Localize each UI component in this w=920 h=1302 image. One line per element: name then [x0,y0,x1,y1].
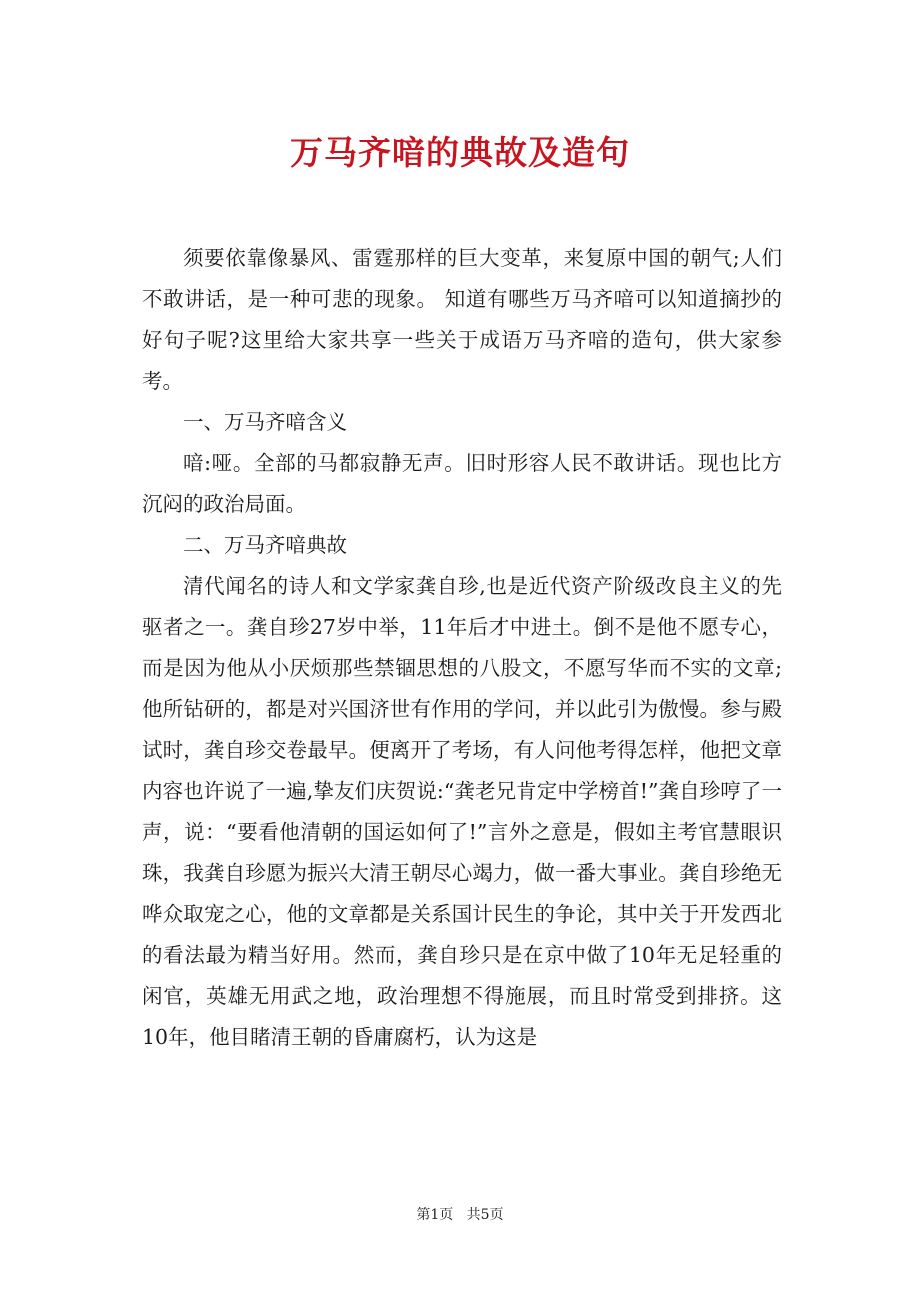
section-heading-story: 二、万马齐喑典故 [183,533,347,557]
page-footer [0,1205,920,1225]
section-heading-meaning: 一、万马齐喑含义 [183,410,347,434]
page-total: 共5页 [466,1207,504,1223]
story-paragraph: 清代闻名的诗人和文学家龚自珍,也是近代资产阶级改良主义的先驱者之一。龚自珍27岁中举，11年后才中进土。倒不是他不愿专心，而是因为他从小厌烦那些禁锢思想的八股文，不愿写华而不实的文章;他所钻研的，都是对兴国济世有作用的学问，并以此引为傲慢。参与殿试时，龚自珍交卷最早。便离开了考场，有人问他考得怎样，他把文章内容也许说了一遍,挚友们庆贺说:“龚老兄肯定中学榜首!”龚自珍哼了一声，说：“要看他清朝的国运如何了!”言外之意是，假如主考官慧眼识珠，我龚自珍愿为振兴大清王朝尽心竭力，做一番大事业。龚自珍绝无哗众取宠之心，他的文章都是关系国计民生的争论，其中关于开发西北的看法最为精当好用。然而，龚自珍只是在京中做了10年无足轻重的闲官，英雄无用武之地，政治理想不得施展，而且时常受到排挤。这10年，他目睹清王朝的昏庸腐朽，认为这是 [142,574,782,1049]
document-title: 万马齐喑的典故及造句 [290,133,630,173]
meaning-paragraph: 喑:哑。全部的马都寂静无声。旧时形容人民不敢讲话。现也比方沉闷的政治局面。 [142,451,782,516]
document-body [142,238,782,1058]
page-number: 第1页 [416,1207,454,1223]
intro-paragraph: 须要依靠像暴风、雷霆那样的巨大变革，来复原中国的朝气;人们不敢讲话，是一种可悲的现象。 知道有哪些万马齐喑可以知道摘抄的好句子呢?这里给大家共享一些关于成语万马齐喑的造句，供大家参考。 [142,246,782,393]
